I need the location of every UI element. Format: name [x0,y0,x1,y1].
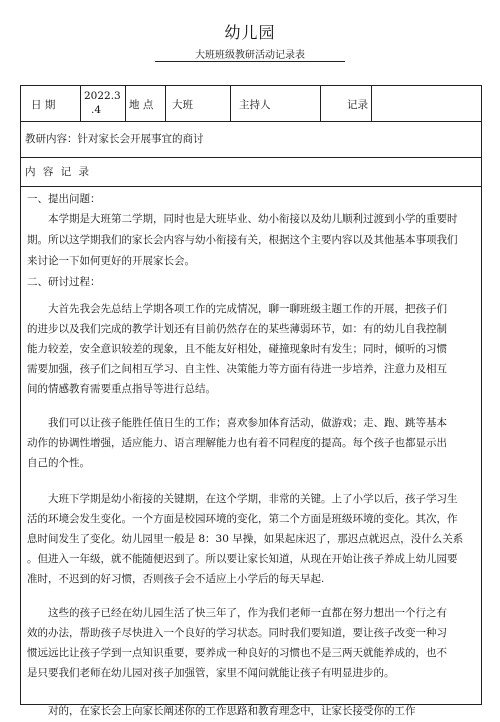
content-label: 内 容 记 录 [25,166,92,178]
body-line: 大班下学期是幼小衔接的关键期，在这个学期，非常的关键。上了小学以后，孩子学习生 [48,493,458,505]
host-label: 主持人 [239,99,271,111]
record-table [20,85,482,717]
body-line: 能力较差，安全意识较差的现象，且不能友好相处，碰撞现象时有发生；同时，倾听的习惯 [27,343,447,355]
place-value-cell [166,86,231,121]
date-value-line1: 2022.3 [84,90,121,102]
host-label-cell [231,86,281,121]
body-line: 是只要我们老师在幼儿园对孩子加强管，家里不闻问就能让孩子有明显进步的。 [27,667,395,679]
body-line: 惯远远比让孩子学到一点知识重要，要养成一种良好的习惯也不是三两天就能养成的，也不 [27,647,447,659]
body-line: 动作的协调性增强，适应能力、语言理解能力也有着不同程度的提高。每个孩子也都显示出 [27,437,447,449]
host-value-cell [281,86,321,121]
body-line: 对的，在家长会上向家长阐述你的工作思路和教育理念中，让家长接受你的工作 [48,705,416,717]
section-heading: 二、研讨过程： [27,276,101,288]
date-label: 日 期 [31,99,56,111]
form-subtitle: 大班班级教研活动记录表 [195,50,305,61]
body-line: 准时，不迟到的好习惯，否则孩子会不适应上小学后的每天早起. [27,573,325,585]
page-title: 幼儿园 [224,23,276,42]
body-line: 效的办法，帮助孩子尽快进入一个良好的学习状态。同时我们要知道，要让孩子改变一种习 [27,627,447,639]
date-value-cell [81,86,126,121]
topic-text: 教研内容：针对家长会开展事宜的商讨 [25,133,204,145]
body-line: 我们可以让孩子能胜任值日生的工作；喜欢参加体育活动，做游戏；走、跑、跳等基本 [48,417,447,429]
body-line: 息时间发生了变化。幼儿园里一般是 8：30 早操，如果起床迟了，那迟点就迟点，没什么关系 [27,533,464,545]
body-line: 。但进入一年级，就不能随便迟到了。所以要让家长知道，从现在开始让孩子养成上幼儿园要 [27,553,458,565]
place-value: 大班 [172,99,193,111]
content-label-row [21,157,481,187]
body-line: 来讨论一下如何更好的开展家长会。 [27,255,195,267]
place-label-cell [126,86,166,121]
date-label-cell [21,86,81,121]
recorder-label: 记录 [347,99,368,111]
body-line: 期。所以这学期我们的家长会内容与幼小衔接有关，根据这个主要内容以及其他基本事项我们 [27,234,458,246]
recorder-value-cell [371,86,481,121]
body-line: 间的情感教育需要重点指导等进行总结。 [27,383,216,395]
section-heading: 一、提出问题： [27,193,101,205]
body-line: 本学期是大班第二学期，同时也是大班毕业、幼小衔接以及幼儿顺利过渡到小学的重要时 [48,213,458,225]
subtitle-underline [155,61,345,62]
body-line: 的进步以及我们完成的教学计划还有目前仍然存在的某些薄弱环节，如：有的幼儿自我控制 [27,323,447,335]
date-value-line2: .4 [91,104,102,116]
body-line: 自己的个性。 [27,457,90,469]
place-label: 地 点 [129,99,154,111]
body-line: 活的环境会发生变化。一个方面是校园环境的变化，第二个方面是班级环境的变化。其次，作 [27,513,458,525]
topic-row [21,121,481,158]
body-line: 需要加强，孩子们之间相互学习、自主性、决策能力等方面有待进一步培养，注意力及相互 [27,363,447,375]
body-line: 大首先我会先总结上学期各项工作的完成情况，聊一聊班级主题工作的开展，把孩子们 [48,303,447,315]
body-line: 这些的孩子已经在幼儿园生活了快三年了，作为我们老师一直都在努力想出一个行之有 [48,607,447,619]
info-row [21,86,481,122]
